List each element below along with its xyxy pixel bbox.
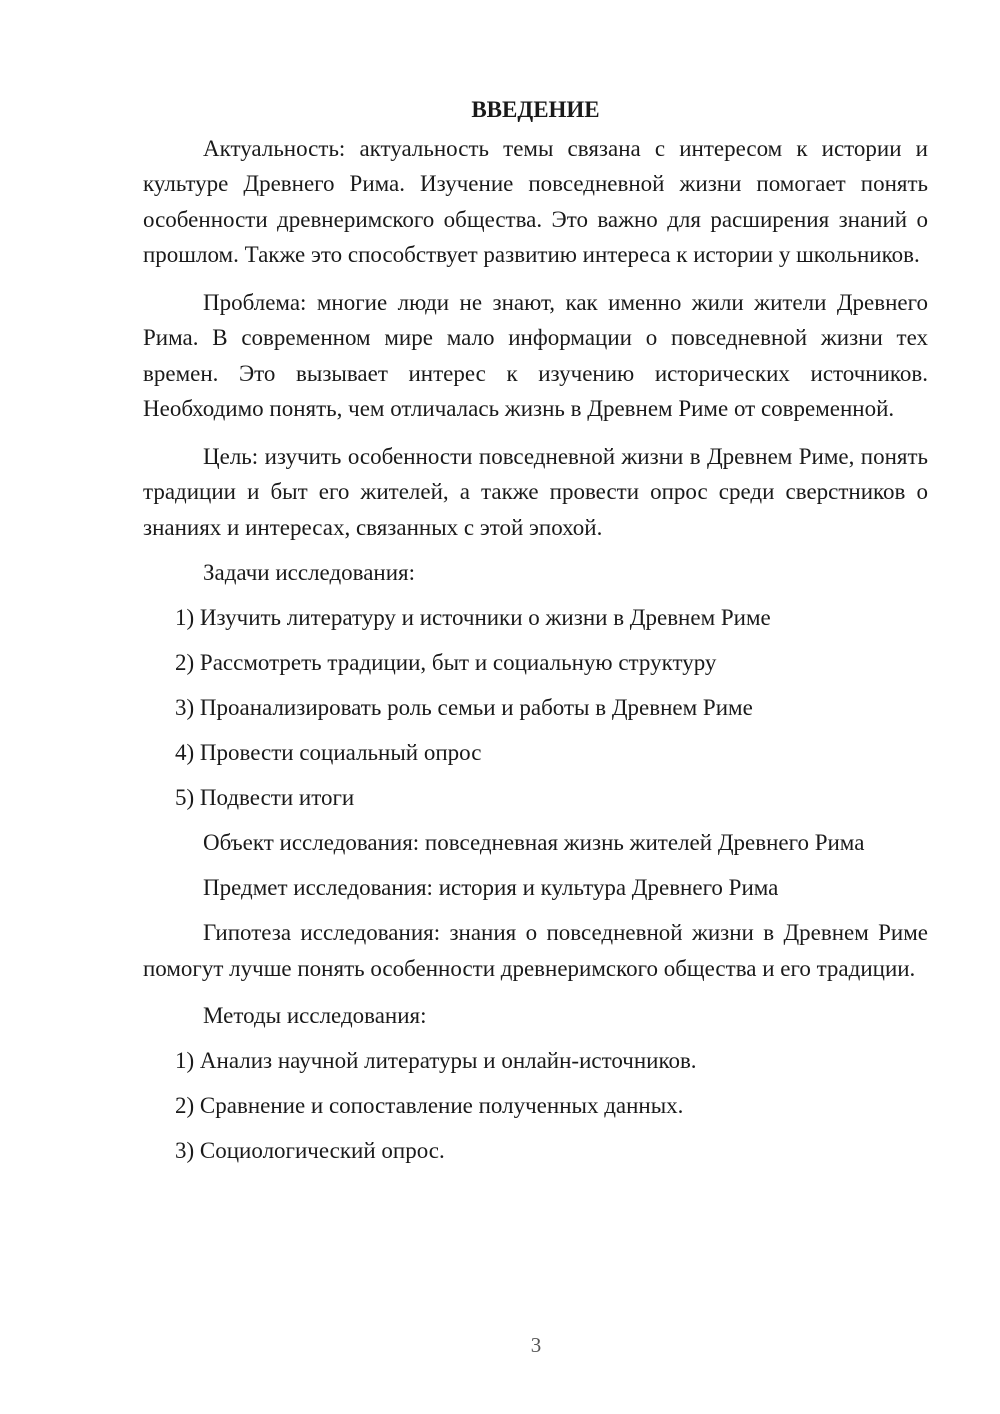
method-item: 1) Анализ научной литературы и онлайн-источников. [175,1048,697,1073]
hypothesis-paragraph: Гипотеза исследования: знания о повседневной жизни в Древнем Риме помогут лучше понять особенности древнеримского общества и его традиции. [143,920,928,981]
tasks-heading: Задачи исследования: [203,560,416,585]
research-subject: Предмет исследования: история и культура Древнего Рима [203,875,779,900]
method-item: 3) Социологический опрос. [175,1138,445,1163]
task-item: 2) Рассмотреть традиции, быт и социальную структуру [175,650,717,675]
problem-paragraph: Проблема: многие люди не знают, как именно жили жители Древнего Рима. В современном мире мало информации о повседневной жизни тех времен. Это вызывает интерес к изучению исторических источников. Необходимо понять, чем отличалась жизнь в Древнем Риме от современной. [143,289,928,421]
relevance-paragraph: Актуальность: актуальность темы связана с интересом к истории и культуре Древнего Рима. Изучение повседневной жизни помогает понять особенности древнеримского общества. Это важно для расширения знаний о прошлом. Также это способствует развитию интереса к истории у школьников. [143,135,928,267]
page-number: 3 [530,1333,542,1357]
method-item: 2) Сравнение и сопоставление полученных данных. [175,1093,684,1118]
task-item: 5) Подвести итоги [175,785,355,810]
task-item: 4) Провести социальный опрос [175,740,482,765]
goal-paragraph: Цель: изучить особенности повседневной жизни в Древнем Риме, понять традиции и быт его жителей, а также провести опрос среди сверстников о знаниях и интересах, связанных с этой эпохой. [143,443,928,540]
document-page [143,92,928,1178]
page-title: ВВЕДЕНИЕ [471,97,600,122]
task-item: 1) Изучить литературу и источники о жизни в Древнем Риме [175,605,771,630]
task-item: 3) Проанализировать роль семьи и работы в Древнем Риме [175,695,753,720]
research-object: Объект исследования: повседневная жизнь жителей Древнего Рима [203,830,865,855]
methods-heading: Методы исследования: [203,1003,427,1028]
